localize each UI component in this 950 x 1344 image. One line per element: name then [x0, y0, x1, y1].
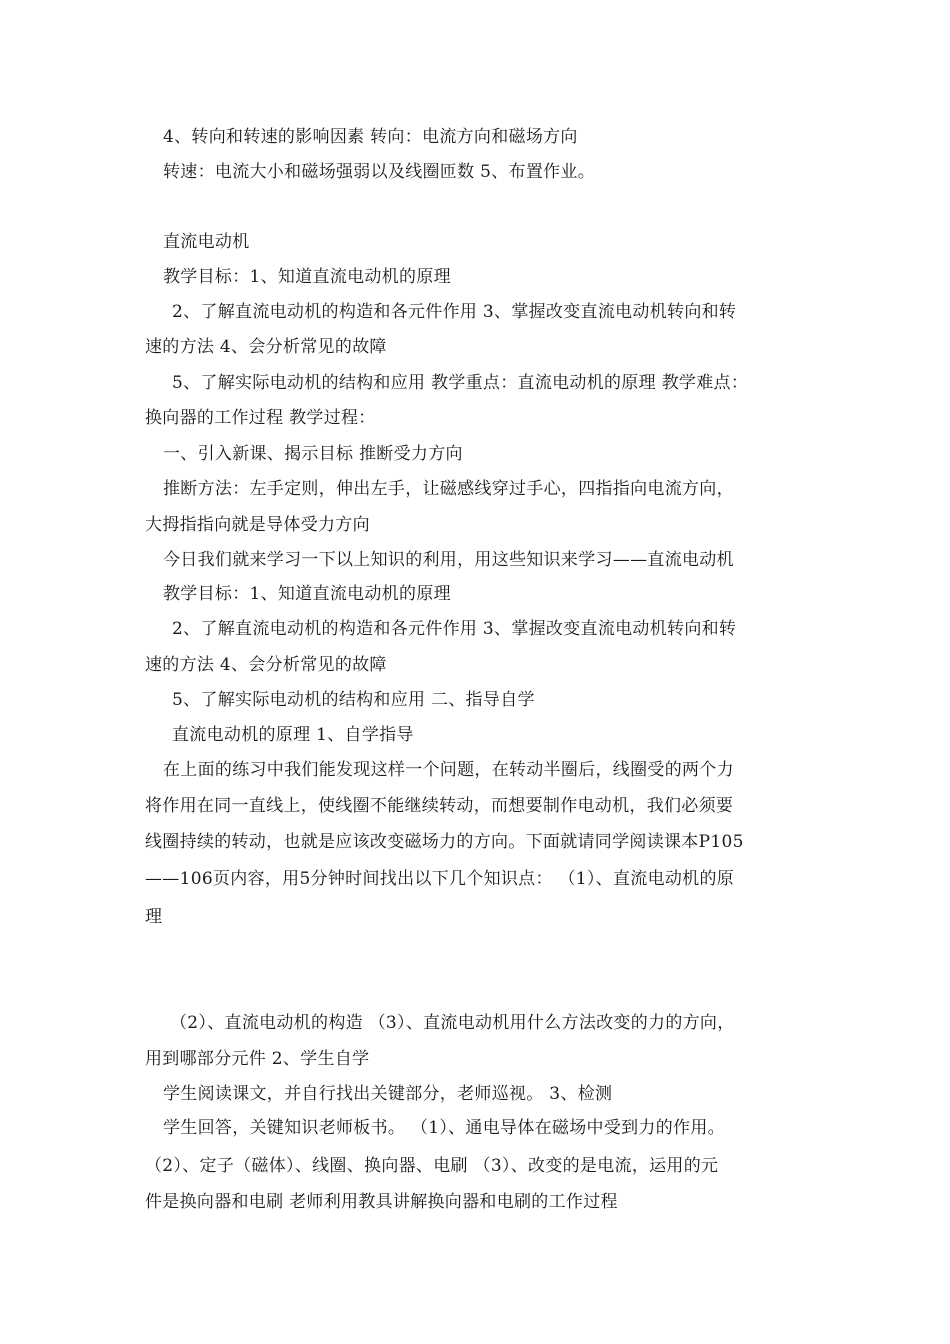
text-line: 教学目标：1、知道直流电动机的原理	[163, 267, 451, 287]
text-line: 直流电动机的原理 1、自学指导	[172, 725, 414, 745]
text-line: 2、了解直流电动机的构造和各元件作用 3、掌握改变直流电动机转向和转	[172, 302, 737, 322]
text-line: 线圈持续的转动，也就是应该改变磁场力的方向。下面就请同学阅读课本P105	[145, 832, 744, 852]
text-line: 件是换向器和电刷 老师利用教具讲解换向器和电刷的工作过程	[145, 1192, 618, 1212]
text-line: 大拇指指向就是导体受力方向	[145, 515, 370, 535]
text-line: ——106页内容，用5分钟时间找出以下几个知识点： （1）、直流电动机的原	[145, 869, 735, 889]
text-line: 教学目标：1、知道直流电动机的原理	[163, 584, 451, 604]
text-line: 学生回答，关键知识老师板书。 （1）、通电导体在磁场中受到力的作用。	[163, 1118, 725, 1138]
text-line: （2）、定子（磁体）、线圈、换向器、电刷 （3）、改变的是电流，运用的元	[145, 1156, 719, 1176]
text-line: 转速：电流大小和磁场强弱以及线圈匝数 5、布置作业。	[163, 162, 596, 182]
text-line: 速的方法 4、会分析常见的故障	[145, 337, 387, 357]
text-line: 将作用在同一直线上，使线圈不能继续转动，而想要制作电动机，我们必须要	[145, 796, 734, 816]
text-line: 速的方法 4、会分析常见的故障	[145, 655, 387, 675]
text-line: 用到哪部分元件 2、学生自学	[145, 1049, 370, 1069]
section-title: 直流电动机	[163, 232, 250, 252]
text-line: 理	[145, 907, 163, 927]
text-line: 今日我们就来学习一下以上知识的利用，用这些知识来学习——直流电动机	[163, 550, 734, 570]
text-line: （2）、直流电动机的构造 （3）、直流电动机用什么方法改变的力的方向，	[170, 1013, 735, 1033]
text-line: 4、转向和转速的影响因素 转向：电流方向和磁场方向	[163, 127, 578, 147]
text-line: 2、了解直流电动机的构造和各元件作用 3、掌握改变直流电动机转向和转	[172, 619, 737, 639]
text-line: 推断方法：左手定则，伸出左手，让磁感线穿过手心，四指指向电流方向，	[163, 479, 734, 499]
text-line: 学生阅读课文，并自行找出关键部分，老师巡视。 3、检测	[163, 1084, 613, 1104]
text-line: 换向器的工作过程 教学过程：	[145, 408, 376, 428]
text-line: 5、了解实际电动机的结构和应用 教学重点：直流电动机的原理 教学难点：	[172, 373, 749, 393]
text-line: 一、引入新课、揭示目标 推断受力方向	[163, 444, 463, 464]
text-line: 5、了解实际电动机的结构和应用 二、指导自学	[172, 690, 535, 710]
text-line: 在上面的练习中我们能发现这样一个问题，在转动半圈后，线圈受的两个力	[163, 760, 734, 780]
